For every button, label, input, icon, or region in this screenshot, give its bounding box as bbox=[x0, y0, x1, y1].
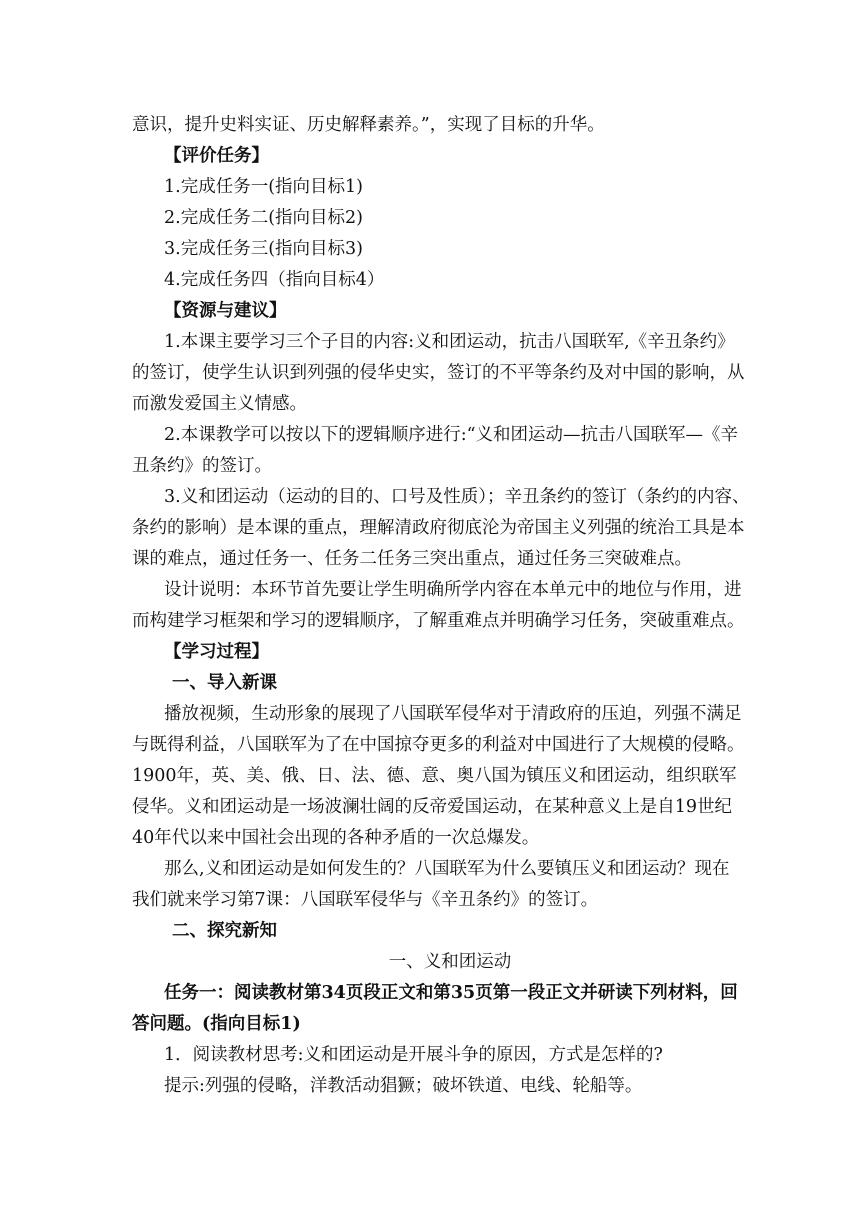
task-hint-1: 提示:列强的侵略，洋教活动猖獗；破坏铁道、电线、轮船等。 bbox=[164, 1076, 643, 1096]
resource-item-3-line-2: 条约的影响）是本课的重点，理解清政府彻底沦为帝国主义列强的统治工具是本 bbox=[132, 518, 745, 538]
design-note-line-1: 设计说明：本环节首先要让学生明确所学内容在本单元中的地位与作用，进 bbox=[164, 580, 742, 600]
subheading-explore: 二、探究新知 bbox=[172, 921, 277, 941]
intro-paragraph-line-4: 侵华。义和团运动是一场波澜壮阔的反帝爱国运动，在某种意义上是自19世纪 bbox=[132, 797, 732, 817]
resource-item-3-line-1: 3.义和团运动（运动的目的、口号及性质）；辛丑条约的签订（条约的内容、 bbox=[164, 487, 750, 507]
resource-item-2-line-1: 2.本课教学可以按以下的逻辑顺序进行:“义和团运动—抗击八国联军—《辛 bbox=[164, 425, 739, 445]
resource-item-1-line-3: 而激发爱国主义情感。 bbox=[132, 394, 307, 414]
intro-paragraph-line-5: 40年代以来中国社会出现的各种矛盾的一次总爆发。 bbox=[132, 828, 540, 848]
resource-item-1-line-2: 的签订，使学生认识到列强的侵华史实，签订的不平等条约及对中国的影响，从 bbox=[132, 363, 745, 383]
section-heading-evaluation-tasks: 【评价任务】 bbox=[164, 146, 269, 166]
design-note-line-2: 而构建学习框架和学习的逻辑顺序，了解重难点并明确学习任务，突破重难点。 bbox=[132, 611, 745, 631]
paragraph-continuation: 意识，提升史料实证、历史解释素养。”，实现了目标的升华。 bbox=[132, 115, 605, 135]
task-question-1: 1．阅读教材思考:义和团运动是开展斗争的原因，方式是怎样的? bbox=[164, 1045, 663, 1065]
task-one-line-2: 答问题。(指向目标1) bbox=[132, 1014, 301, 1034]
intro-paragraph-line-1: 播放视频，生动形象的展现了八国联军侵华对于清政府的压迫，列强不满足 bbox=[164, 704, 742, 724]
resource-item-1-line-1: 1.本课主要学习三个子目的内容:义和团运动，抗击八国联军,《辛丑条约》 bbox=[164, 332, 735, 352]
task-one-line-1: 任务一：阅读教材第34页段正文和第35页第一段正文并研读下列材料，回 bbox=[164, 983, 738, 1003]
section-heading-learning-process: 【学习过程】 bbox=[164, 642, 269, 662]
section-heading-resources: 【资源与建议】 bbox=[164, 301, 287, 321]
subheading-introduction: 一、导入新课 bbox=[172, 673, 277, 693]
evaluation-item-4: 4.完成任务四（指向目标4） bbox=[164, 270, 385, 290]
question-paragraph-line-2: 我们就来学习第7课：八国联军侵华与《辛丑条约》的签订。 bbox=[132, 890, 599, 910]
intro-paragraph-line-2: 与既得利益，八国联军为了在中国掠夺更多的利益对中国进行了大规模的侵略。 bbox=[132, 735, 745, 755]
intro-paragraph-line-3: 1900年，英、美、俄、日、法、德、意、奥八国为镇压义和团运动，组织联军 bbox=[132, 766, 737, 786]
evaluation-item-3: 3.完成任务三(指向目标3) bbox=[164, 239, 363, 259]
question-paragraph-line-1: 那么,义和团运动是如何发生的？八国联军为什么要镇压义和团运动？现在 bbox=[164, 859, 730, 879]
topic-heading-boxer-movement: 一、义和团运动 bbox=[388, 952, 512, 972]
resource-item-2-line-2: 丑条约》的签订。 bbox=[132, 456, 272, 476]
evaluation-item-2: 2.完成任务二(指向目标2) bbox=[164, 208, 363, 228]
resource-item-3-line-3: 课的难点，通过任务一、任务二任务三突出重点，通过任务三突破难点。 bbox=[132, 549, 692, 569]
evaluation-item-1: 1.完成任务一(指向目标1) bbox=[164, 177, 363, 197]
